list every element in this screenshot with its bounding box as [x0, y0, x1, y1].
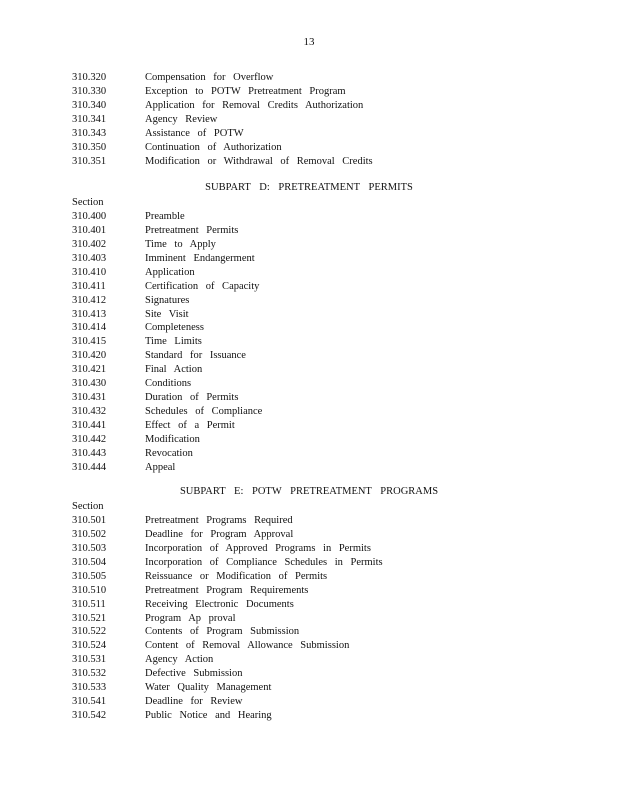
list-item — [72, 528, 552, 542]
list-item — [72, 141, 552, 155]
section-title: Preamble — [145, 210, 185, 222]
section-number: 310.420 — [72, 350, 107, 362]
section-number: 310.541 — [72, 696, 107, 708]
section-number: 310.542 — [72, 710, 107, 722]
list-item — [72, 252, 552, 266]
list-item — [72, 71, 552, 85]
list-item — [72, 639, 552, 653]
list-item — [72, 363, 552, 377]
section-title: Pretreatment Programs Required — [145, 514, 293, 526]
section-number: 310.442 — [72, 433, 107, 445]
section-number: 310.350 — [72, 141, 107, 153]
list-item — [72, 625, 552, 639]
list-item — [72, 113, 552, 127]
list-item — [72, 238, 552, 252]
section-number: 310.415 — [72, 336, 107, 348]
section-number: 310.501 — [72, 514, 107, 526]
section-list-continued — [72, 71, 552, 169]
section-number: 310.410 — [72, 266, 107, 278]
section-title: Time Limits — [145, 336, 202, 348]
list-item — [72, 667, 552, 681]
list-item — [72, 653, 552, 667]
list-item — [72, 155, 552, 169]
list-item — [72, 210, 552, 224]
page-number: 13 — [303, 36, 315, 48]
section-title: Appeal — [145, 461, 176, 473]
list-item — [72, 556, 552, 570]
section-label: Section — [72, 501, 104, 512]
section-title: Certification of Capacity — [145, 280, 260, 292]
section-title: Conditions — [145, 378, 192, 390]
list-item — [72, 266, 552, 280]
list-item — [72, 612, 552, 626]
section-title: Compensation for Overflow — [145, 72, 274, 83]
section-title: Modification — [145, 433, 200, 445]
list-item — [72, 584, 552, 598]
subpart-d-list — [72, 196, 552, 475]
section-number: 310.524 — [72, 640, 107, 652]
section-number: 310.340 — [72, 99, 107, 111]
list-item — [72, 321, 552, 335]
section-number: 310.401 — [72, 224, 107, 236]
list-item — [72, 349, 552, 363]
section-number: 310.504 — [72, 556, 107, 568]
section-title: Final Action — [145, 364, 203, 376]
list-item — [72, 433, 552, 447]
section-title: Deadline for Review — [145, 696, 243, 708]
list-item — [72, 377, 552, 391]
list-item — [72, 598, 552, 612]
section-number: 310.411 — [72, 280, 106, 292]
section-title: Duration of Permits — [145, 392, 239, 404]
section-title: Assistance of POTW — [145, 127, 244, 139]
section-number: 310.330 — [72, 85, 107, 97]
section-number: 310.341 — [72, 113, 107, 125]
section-title: Deadline for Program Approval — [145, 528, 294, 540]
section-number: 310.443 — [72, 447, 107, 459]
section-title: Incorporation of Compliance Schedules in Permits — [145, 556, 383, 568]
section-number: 310.432 — [72, 406, 107, 418]
list-item — [72, 447, 552, 461]
list-item — [72, 461, 552, 475]
list-item — [72, 85, 552, 99]
list-item — [72, 514, 552, 528]
section-number: 310.414 — [72, 322, 107, 334]
list-item — [72, 419, 552, 433]
section-number: 310.502 — [72, 528, 107, 540]
list-item — [72, 224, 552, 238]
section-title: Pretreatment Program Requirements — [145, 584, 309, 596]
section-title: Revocation — [145, 447, 193, 459]
section-title: Standard for Issuance — [145, 350, 246, 362]
section-number: 310.505 — [72, 570, 107, 582]
section-number: 310.521 — [72, 612, 107, 624]
section-title: Content of Removal Allowance Submission — [145, 640, 350, 652]
section-number: 310.444 — [72, 461, 107, 473]
section-number: 310.343 — [72, 127, 107, 139]
section-title: Continuation of Authorization — [145, 141, 282, 153]
section-label: Section — [72, 197, 104, 208]
list-item — [72, 570, 552, 584]
section-number: 310.510 — [72, 584, 107, 596]
section-number: 310.503 — [72, 542, 107, 554]
list-item — [72, 405, 552, 419]
section-title: Application for Removal Credits Authorization — [145, 99, 364, 111]
list-item — [72, 681, 552, 695]
section-title: Program Ap proval — [145, 612, 236, 624]
section-title: Reissuance or Modification of Permits — [145, 570, 328, 582]
section-number: 310.413 — [72, 308, 107, 320]
section-title: Time to Apply — [145, 238, 216, 250]
section-number: 310.531 — [72, 654, 107, 666]
section-title: Agency Review — [145, 113, 218, 125]
section-title: Contents of Program Submission — [145, 626, 300, 638]
section-title: Receiving Electronic Documents — [145, 598, 294, 610]
list-item — [72, 335, 552, 349]
section-title: Modification or Withdrawal of Removal Credits — [145, 155, 373, 167]
section-number: 310.431 — [72, 392, 107, 404]
section-title: Exception to POTW Pretreatment Program — [145, 85, 346, 97]
section-number: 310.400 — [72, 210, 107, 222]
section-title: Water Quality Management — [145, 682, 272, 694]
list-item — [72, 709, 552, 723]
list-item — [72, 127, 552, 141]
section-number: 310.430 — [72, 378, 107, 390]
list-item — [72, 695, 552, 709]
section-title: Defective Submission — [145, 668, 243, 680]
section-number: 310.533 — [72, 682, 107, 694]
list-item — [72, 280, 552, 294]
section-number: 310.351 — [72, 155, 107, 167]
section-number: 310.532 — [72, 668, 107, 680]
list-item — [72, 294, 552, 308]
section-number: 310.320 — [72, 72, 107, 83]
subpart-e-heading: SUBPART E: POTW PRETREATMENT PROGRAMS — [179, 486, 439, 497]
subpart-e-list — [72, 500, 552, 723]
section-title: Pretreatment Permits — [145, 224, 239, 236]
section-title: Site Visit — [145, 308, 189, 320]
section-number: 310.403 — [72, 252, 107, 264]
section-title: Signatures — [145, 294, 190, 306]
section-number: 310.412 — [72, 294, 107, 306]
section-title: Effect of a Permit — [145, 420, 235, 431]
section-title: Schedules of Compliance — [145, 406, 263, 418]
list-item — [72, 542, 552, 556]
list-item — [72, 308, 552, 322]
section-number: 310.441 — [72, 420, 107, 431]
list-item — [72, 99, 552, 113]
section-number: 310.402 — [72, 238, 107, 250]
section-number: 310.511 — [72, 598, 106, 610]
section-title: Incorporation of Approved Programs in Permits — [145, 542, 371, 554]
section-title: Imminent Endangerment — [145, 252, 255, 264]
subpart-d-heading: SUBPART D: PRETREATMENT PERMITS — [205, 182, 413, 193]
section-number: 310.421 — [72, 364, 107, 376]
section-title: Application — [145, 266, 195, 278]
section-title: Agency Action — [145, 654, 214, 666]
section-title: Public Notice and Hearing — [145, 710, 272, 722]
list-item — [72, 391, 552, 405]
section-title: Completeness — [145, 322, 204, 334]
section-number: 310.522 — [72, 626, 107, 638]
